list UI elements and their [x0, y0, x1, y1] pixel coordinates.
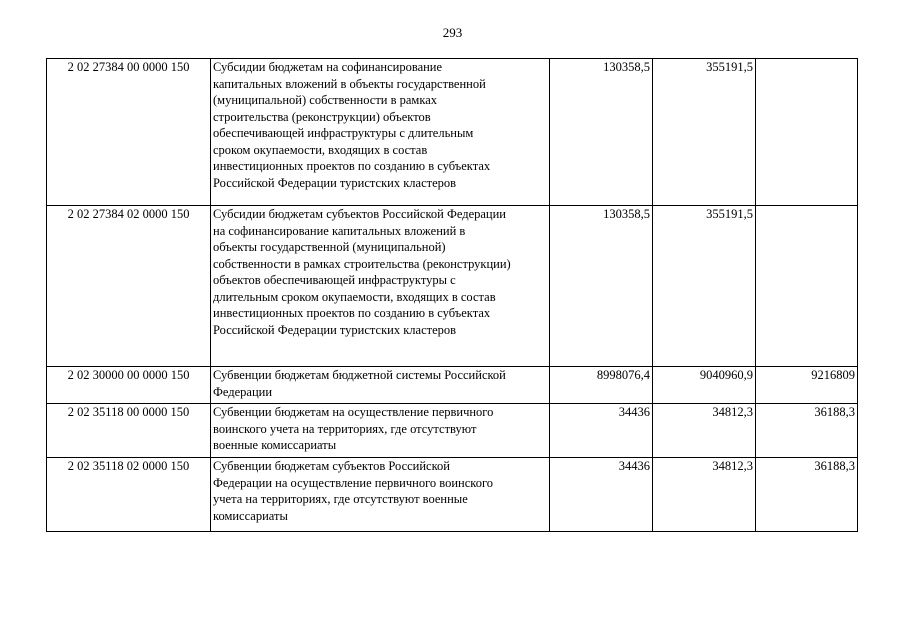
value-cell-year2: 34812,3 — [653, 458, 756, 532]
value-cell-year1: 34436 — [550, 404, 653, 458]
value-cell-year2: 355191,5 — [653, 59, 756, 206]
name-line: военные комиссариаты — [213, 438, 337, 452]
value-cell-year1: 34436 — [550, 458, 653, 532]
page-number: 293 — [442, 25, 463, 40]
budget-table — [46, 58, 858, 532]
value-cell-year2: 34812,3 — [653, 404, 756, 458]
name-line: Федерации на осуществление первичного воинского — [213, 475, 494, 490]
value-cell-year3 — [756, 206, 858, 367]
name-line: комиссариаты — [213, 508, 288, 523]
table-row — [47, 59, 858, 206]
name-line: объекты государственной (муниципальной) — [213, 240, 446, 254]
name-line: Субвенции бюджетам бюджетной системы Российской — [213, 368, 506, 382]
name-line: объектов обеспечивающей инфраструктуры с — [213, 273, 456, 287]
name-line: обеспечивающей инфраструктуры с длительным — [213, 126, 474, 140]
table-row — [47, 206, 858, 367]
name-line: на софинансирование капитальных вложений в — [213, 223, 466, 238]
value-cell-year2: 9040960,9 — [653, 367, 756, 404]
value-cell-year1: 8998076,4 — [550, 367, 653, 404]
name-line: Российской Федерации туристских кластеров — [213, 175, 457, 190]
value-cell-year3: 36188,3 — [756, 404, 858, 458]
budget-name-cell — [211, 206, 550, 367]
table-row — [47, 458, 858, 532]
budget-name-cell — [211, 367, 550, 404]
budget-name-cell — [211, 458, 550, 532]
budget-name-cell — [211, 59, 550, 206]
budget-code-cell: 2 02 30000 00 0000 150 — [47, 367, 211, 404]
name-line: Российской Федерации туристских кластеров — [213, 322, 457, 337]
name-line: инвестиционных проектов по созданию в субъектах — [213, 159, 491, 173]
name-line: строительства (реконструкции) объектов — [213, 109, 431, 124]
name-line: воинского учета на территориях, где отсутствуют — [213, 421, 477, 436]
value-cell-year3: 36188,3 — [756, 458, 858, 532]
name-line: Субсидии бюджетам субъектов Российской Федерации — [213, 207, 506, 221]
budget-code-cell: 2 02 35118 00 0000 150 — [47, 404, 211, 458]
name-line: Субвенции бюджетам субъектов Российской — [213, 459, 450, 473]
value-cell-year1: 130358,5 — [550, 59, 653, 206]
budget-name-cell — [211, 404, 550, 458]
budget-code-cell: 2 02 27384 02 0000 150 — [47, 206, 211, 367]
name-line: Федерации — [213, 384, 273, 399]
name-line: учета на территориях, где отсутствуют военные — [213, 492, 468, 506]
budget-code-cell: 2 02 27384 00 0000 150 — [47, 59, 211, 206]
value-cell-year3: 9216809 — [756, 367, 858, 404]
budget-code-cell: 2 02 35118 02 0000 150 — [47, 458, 211, 532]
name-line: инвестиционных проектов по созданию в субъектах — [213, 306, 491, 320]
name-line: собственности в рамках строительства (реконструкции) — [213, 256, 511, 271]
value-cell-year1: 130358,5 — [550, 206, 653, 367]
name-line: длительным сроком окупаемости, входящих в состав — [213, 289, 496, 304]
value-cell-year2: 355191,5 — [653, 206, 756, 367]
table-row — [47, 367, 858, 404]
name-line: (муниципальной) собственности в рамках — [213, 93, 438, 107]
table-row — [47, 404, 858, 458]
value-cell-year3 — [756, 59, 858, 206]
name-line: сроком окупаемости, входящих в состав — [213, 142, 428, 157]
name-line: Субвенции бюджетам на осуществление первичного — [213, 405, 494, 419]
name-line: капитальных вложений в объекты государственной — [213, 76, 486, 91]
name-line: Субсидии бюджетам на софинансирование — [213, 60, 443, 74]
